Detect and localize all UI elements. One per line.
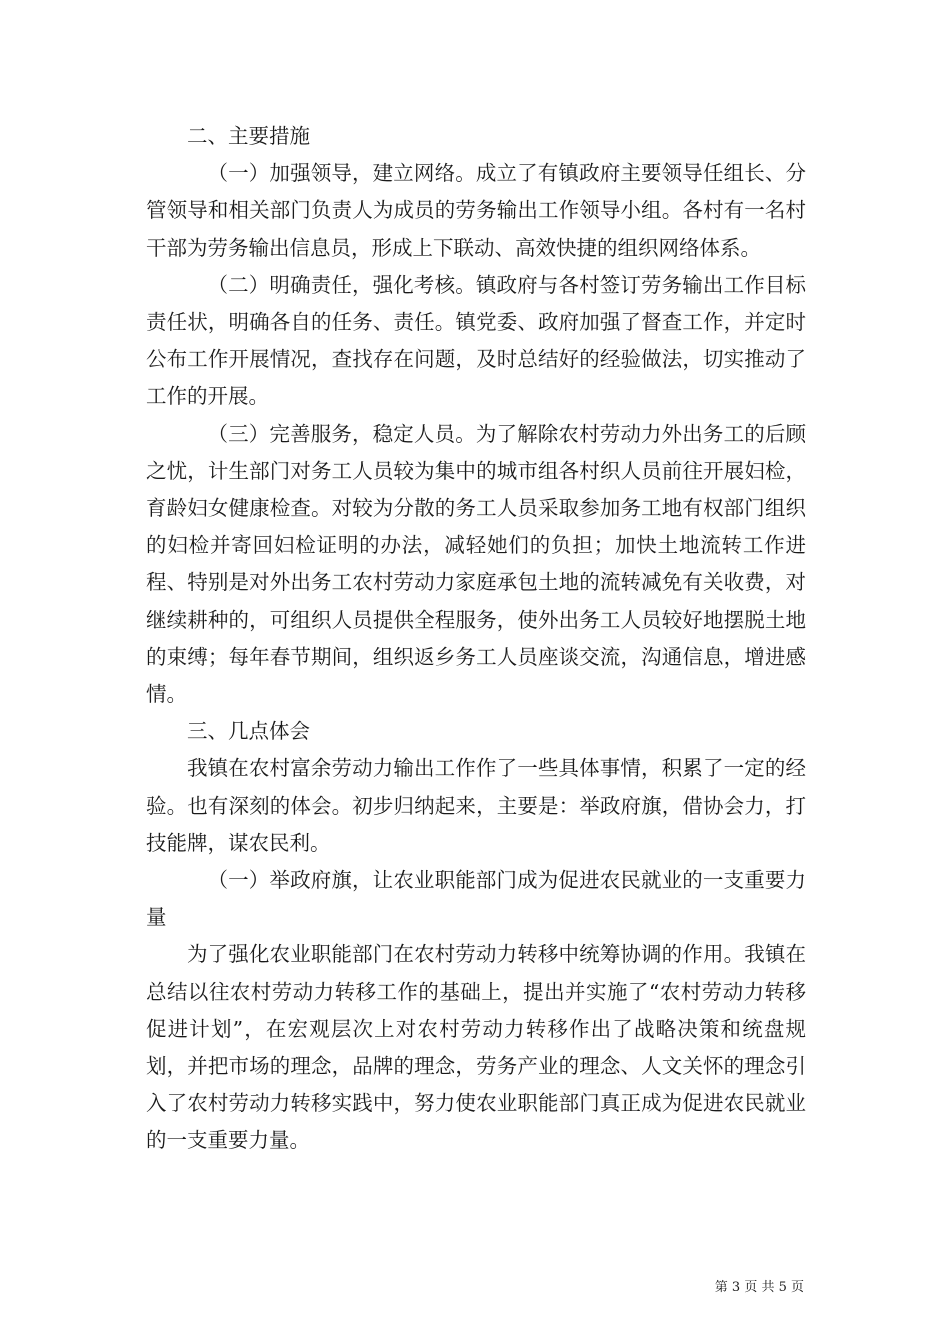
- section-heading-measures: 二、主要措施: [187, 124, 310, 148]
- document-body: [146, 118, 806, 1160]
- paragraph-service: （三）完善服务，稳定人员。为了解除农村劳动力外出务工的后顾之忧，计生部门对务工人员较为集中的城市组各村织人员前往开展妇检，育龄妇女健康检查。对较为分散的务工人员采取参加务工地有权部门组织的妇检并寄回妇检证明的办法，减轻她们的负担；加快土地流转工作进程、特别是对外出务工农村劳动力家庭承包土地的流转减免有关收费，对继续耕种的，可组织人员提供全程服务，使外出务工人员较好地摆脱土地的束缚；每年春节期间，组织返乡务工人员座谈交流，沟通信息，增进感情。: [146, 421, 806, 707]
- page-number: 第 3 页 共 5 页: [714, 1280, 804, 1295]
- paragraph-responsibility: （二）明确责任，强化考核。镇政府与各村签订劳务输出工作目标责任状，明确各自的任务、责任。镇党委、政府加强了督查工作，并定时公布工作开展情况，查找存在问题，及时总结好的经验做法，切实推动了工作的开展。: [146, 272, 806, 409]
- paragraph-leadership: （一）加强领导，建立网络。成立了有镇政府主要领导任组长、分管领导和相关部门负责人为成员的劳务输出工作领导小组。各村有一名村干部为劳务输出信息员，形成上下联动、高效快捷的组织网络体系。: [146, 161, 806, 260]
- paragraph-summary: 我镇在农村富余劳动力输出工作作了一些具体事情，积累了一定的经验。也有深刻的体会。初步归纳起来，主要是：举政府旗，借协会力，打技能牌，谋农民利。: [146, 756, 806, 855]
- paragraph-government-banner: （一）举政府旗，让农业职能部门成为促进农民就业的一支重要力量: [146, 868, 806, 930]
- paragraph-coordination: 为了强化农业职能部门在农村劳动力转移中统筹协调的作用。我镇在总结以往农村劳动力转移工作的基础上，提出并实施了“农村劳动力转移促进计划”，在宏观层次上对农村劳动力转移作出了战略决策和统盘规划，并把市场的理念，品牌的理念，劳务产业的理念、人文关怀的理念引入了农村劳动力转移实践中，努力使农业职能部门真正成为促进农民就业的一支重要力量。: [146, 942, 806, 1153]
- section-heading-experience: 三、几点体会: [187, 719, 310, 744]
